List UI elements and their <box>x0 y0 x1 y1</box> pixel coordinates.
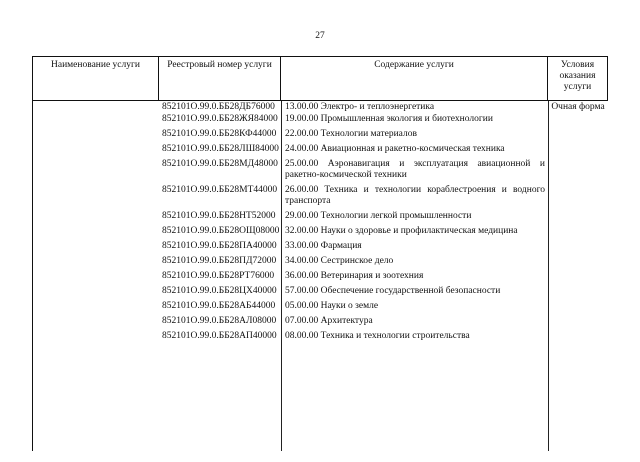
service-content: 05.00.00 Науки о земле <box>285 301 379 311</box>
service-content: 07.00.00 Архитектура <box>285 316 373 326</box>
service-content: 24.00.00 Авиационная и ракетно-космическая техника <box>285 144 505 154</box>
service-content: 57.00.00 Обеспечение государственной безопасности <box>285 286 501 296</box>
table-row <box>33 158 608 181</box>
service-content: 13.00.00 Электро- и теплоэнергетика <box>285 102 435 112</box>
service-content: 19.00.00 Промышленная экология и биотехнологии <box>285 114 493 124</box>
services-table <box>32 56 608 451</box>
table-row <box>33 255 608 267</box>
table-row <box>33 184 608 207</box>
registry-number: 852101О.99.0.ББ28МД48000 <box>162 159 278 169</box>
table-row <box>33 143 608 155</box>
table-header <box>33 57 608 101</box>
table-row <box>33 240 608 252</box>
table-row <box>33 225 608 237</box>
registry-number: 852101О.99.0.ББ28АЛ08000 <box>162 316 277 326</box>
table-row <box>33 315 608 327</box>
service-content: 34.00.00 Сестринское дело <box>285 256 394 266</box>
service-content: 22.00.00 Технологии материалов <box>285 129 417 139</box>
service-content: 25.00.00 Аэронавигация и эксплуатация авиационной и ракетно-космической техники <box>285 159 545 180</box>
registry-number: 852101О.99.0.ББ28АБ44000 <box>162 301 276 311</box>
registry-number: 852101О.99.0.ББ28ДБ76000 <box>162 102 275 112</box>
table-row <box>33 210 608 222</box>
registry-number: 852101О.99.0.ББ28ПД72000 <box>162 256 277 266</box>
registry-number: 852101О.99.0.ББ28ЛШ84000 <box>162 144 279 154</box>
page-number: 27 <box>315 31 325 41</box>
service-content: 32.00.00 Науки о здоровье и профилактическая медицина <box>285 226 518 236</box>
service-content: 29.00.00 Технологии легкой промышленности <box>285 211 472 221</box>
registry-number: 852101О.99.0.ББ28НТ52000 <box>162 211 276 221</box>
service-content: 26.00.00 Техника и технологии кораблестроения и водного транспорта <box>285 185 545 206</box>
table-row <box>33 300 608 312</box>
table-row <box>33 270 608 282</box>
column-divider <box>548 101 549 451</box>
service-condition: Очная форма <box>551 102 605 112</box>
table-body <box>33 101 608 451</box>
registry-number: 852101О.99.0.ББ28МТ44000 <box>162 185 278 195</box>
table-row <box>33 113 608 125</box>
header-service-content: Содержание услуги <box>281 57 548 101</box>
registry-number: 852101О.99.0.ББ28КФ44000 <box>162 129 277 139</box>
registry-number: 852101О.99.0.ББ28ОЩ08000 <box>162 226 280 236</box>
registry-number: 852101О.99.0.ББ28АП40000 <box>162 331 277 341</box>
registry-number: 852101О.99.0.ББ28ПА40000 <box>162 241 277 251</box>
header-registry-number: Реестровый номер услуги <box>159 57 281 101</box>
column-divider <box>281 101 282 451</box>
table-row <box>33 330 608 342</box>
registry-number: 852101О.99.0.ББ28ЖЯ84000 <box>162 114 278 124</box>
table-row <box>33 128 608 140</box>
service-content: 36.00.00 Ветеринария и зоотехния <box>285 271 424 281</box>
service-content: 33.00.00 Фармация <box>285 241 362 251</box>
service-content: 08.00.00 Техника и технологии строительства <box>285 331 470 341</box>
table-row <box>33 101 608 113</box>
header-conditions: Условия оказания услуги <box>548 57 608 101</box>
registry-number: 852101О.99.0.ББ28ЦХ40000 <box>162 286 277 296</box>
registry-number: 852101О.99.0.ББ28РТ76000 <box>162 271 275 281</box>
table-row <box>33 285 608 297</box>
header-service-name: Наименование услуги <box>33 57 159 101</box>
